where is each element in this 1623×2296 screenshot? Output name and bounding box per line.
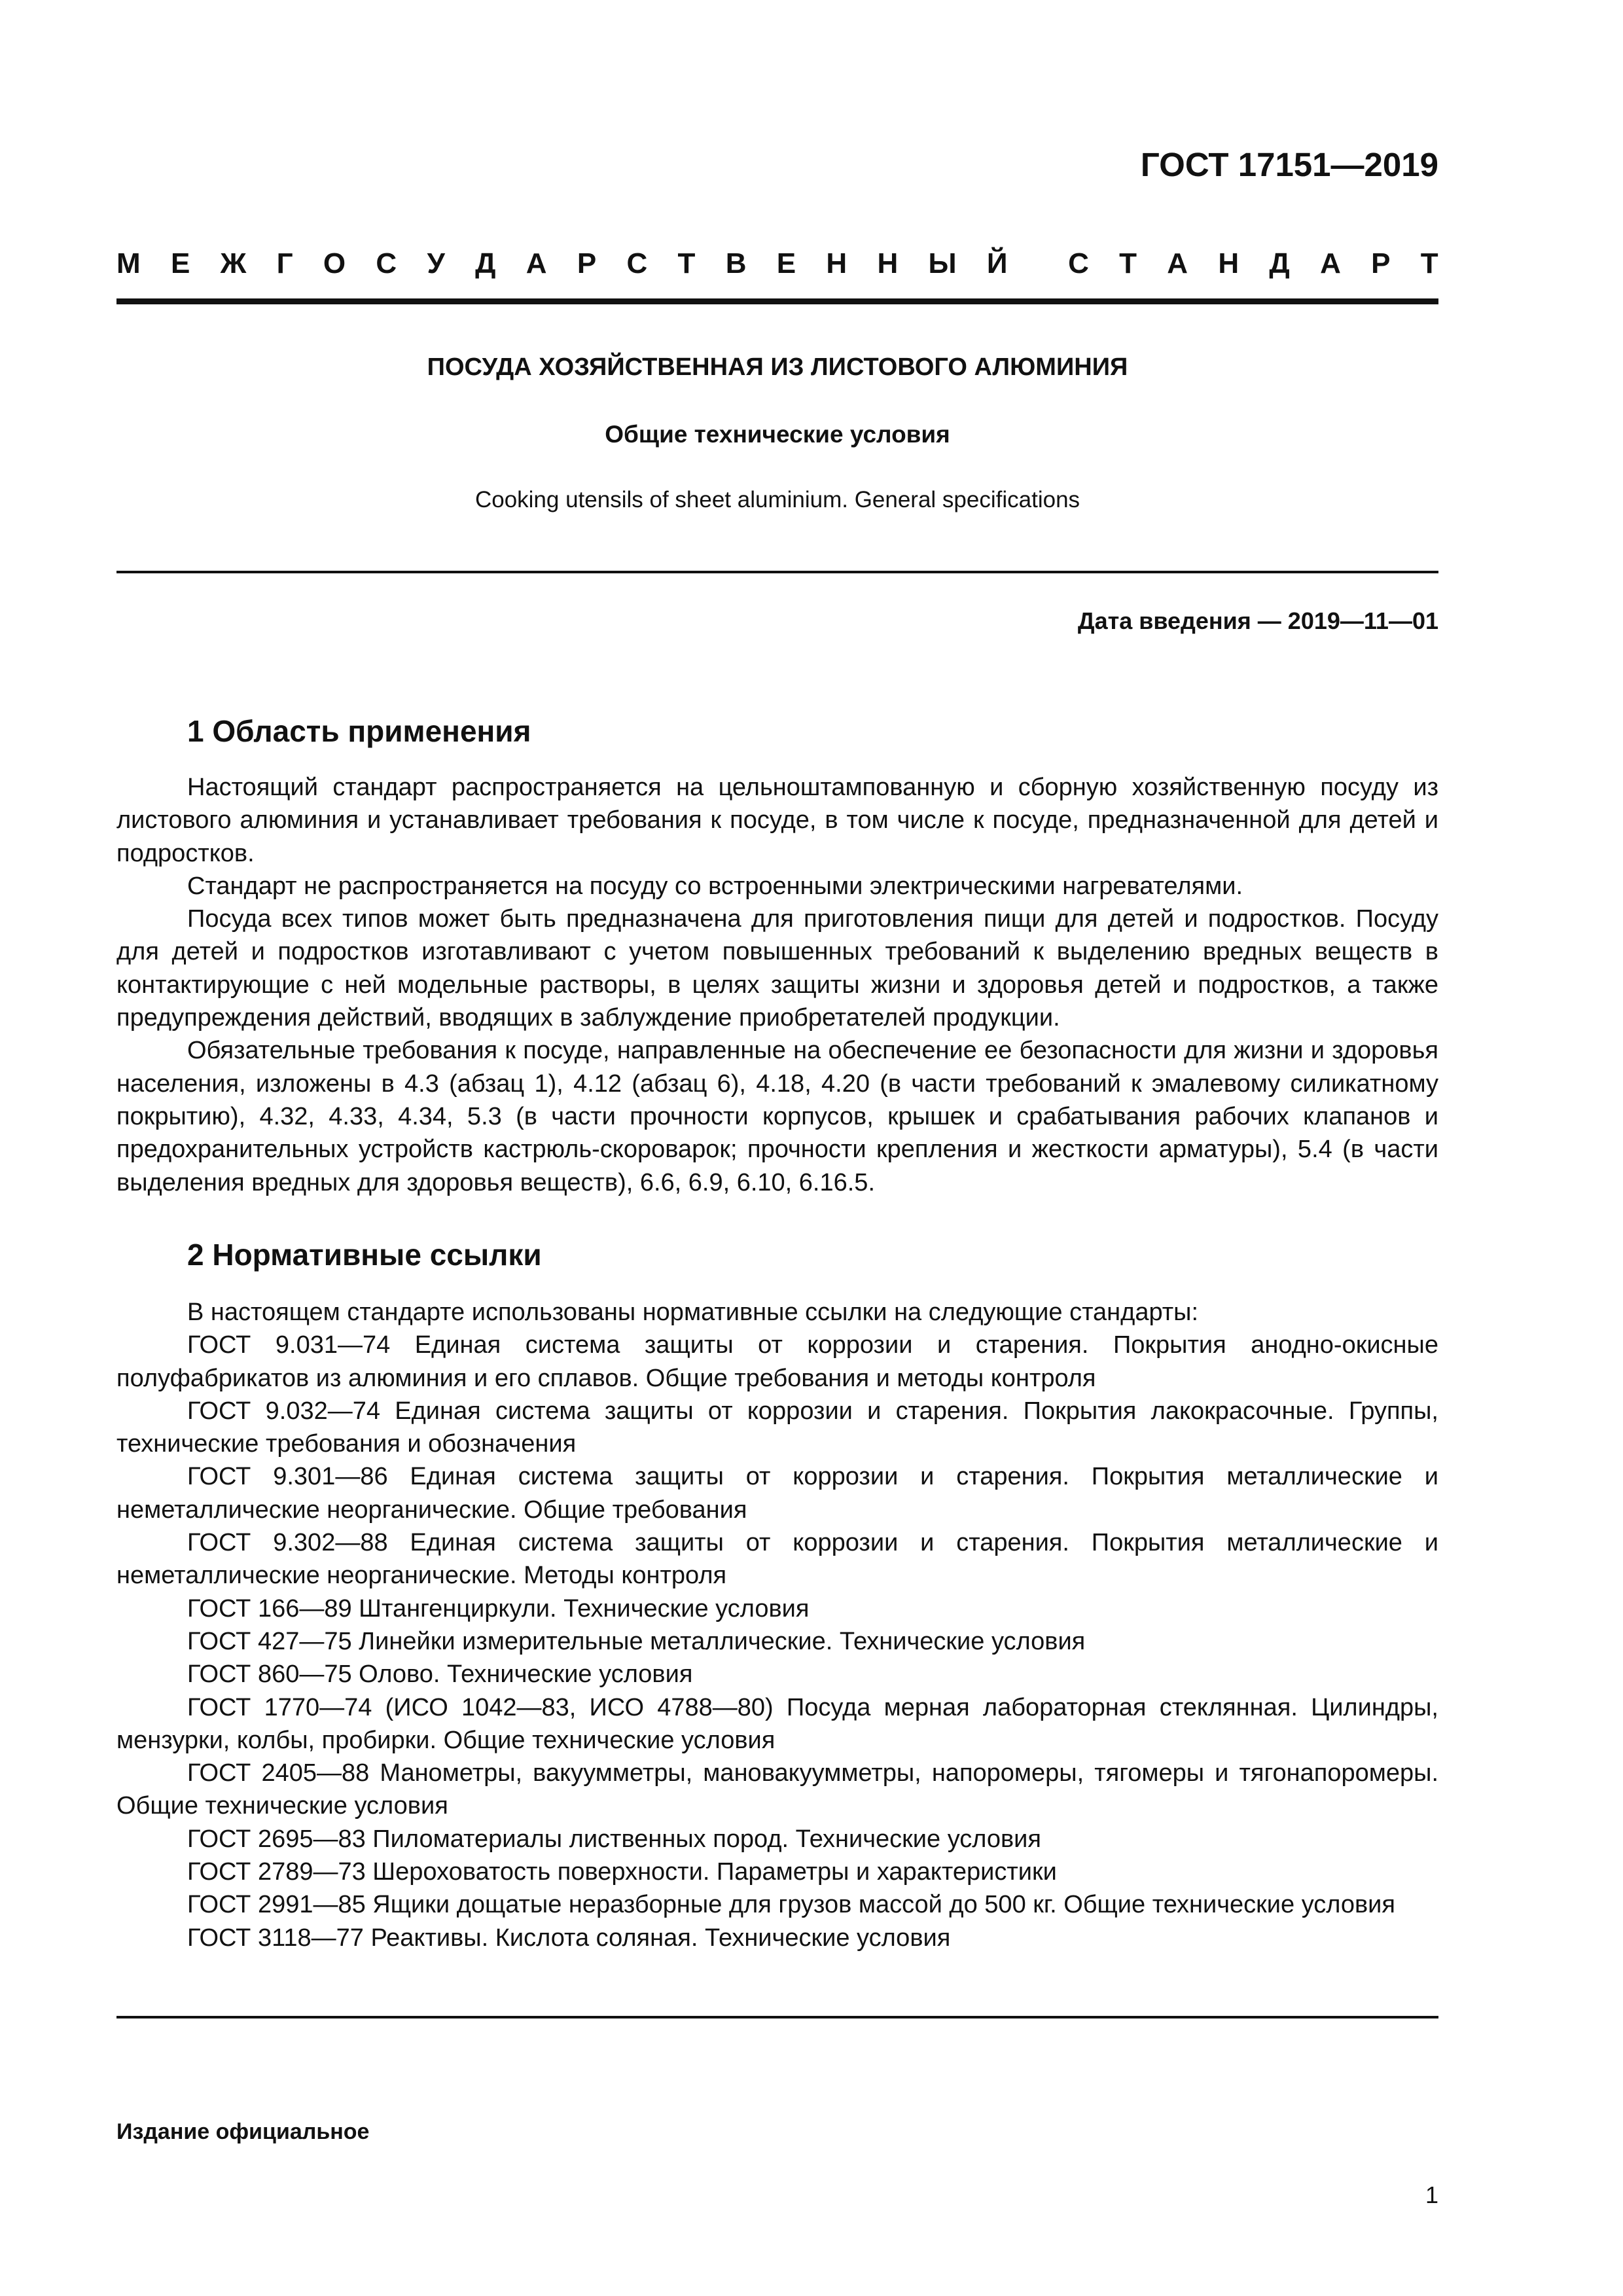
band-letter: М [116, 247, 141, 279]
band-letter: С [1068, 247, 1089, 279]
reference-item: ГОСТ 2695—83 Пиломатериалы лиственных пород. Технические условия [187, 1825, 1041, 1853]
band-letter: У [427, 247, 445, 279]
band-letter: Ы [928, 247, 957, 279]
paragraph: Стандарт не распространяется на посуду со встроенными электрическими нагревателями. [187, 872, 1243, 900]
band-letter: Н [826, 247, 847, 279]
footer-rule [116, 2016, 1438, 2018]
reference-item: ГОСТ 9.302—88 Единая система защиты от коррозии и старения. Покрытия металлические и неметаллические неорганические. Методы контроля [116, 1529, 1438, 1590]
band-letter: Ж [220, 247, 247, 279]
paragraph: Обязательные требования к посуде, направленные на обеспечение ее безопасности для жизни и здоровья населения, изложены в 4.3 (абзац 1), 4.12 (абзац 6), 4.18, 4.20 (в части требований к эмалевому силикатному покрытию), 4.32, 4.33, 4.34, 5.3 (в части прочности корпусов, крышек и срабатывания рабочих клапанов и предохранительных устройств кастрюль-скороварок; прочности крепления и жесткости арматуры), 5.4 (в части выделения вредных для здоровья веществ), 6.6, 6.9, 6.10, 6.16.5. [116, 1037, 1438, 1196]
document-title: ПОСУДА ХОЗЯЙСТВЕННАЯ ИЗ ЛИСТОВОГО АЛЮМИНИЯ [427, 353, 1128, 381]
reference-item: ГОСТ 2405—88 Манометры, вакуумметры, мановакуумметры, напоромеры, тягомеры и тягонапоромеры. Общие технические условия [116, 1759, 1438, 1820]
paragraph: Настоящий стандарт распространяется на цельноштампованную и сборную хозяйственную посуду из листового алюминия и устанавливает требования к посуде, в том числе к посуде, предназначенной для детей и подростков. [116, 774, 1438, 867]
band-letter: Й [986, 247, 1008, 279]
band-letter: Н [877, 247, 899, 279]
band-letter: Е [776, 247, 796, 279]
band-letter: А [1320, 247, 1341, 279]
reference-item: ГОСТ 427—75 Линейки измерительные металлические. Технические условия [187, 1627, 1086, 1655]
document-subtitle: Общие технические условия [605, 421, 950, 448]
reference-item: ГОСТ 860—75 Олово. Технические условия [187, 1660, 693, 1689]
section-heading-scope: 1 Область применения [187, 714, 531, 748]
reference-item: ГОСТ 9.031—74 Единая система защиты от коррозии и старения. Покрытия анодно-окисные полуфабрикатов из алюминия и его сплавов. Общие требования и методы контроля [116, 1331, 1438, 1392]
band-letter: А [526, 247, 547, 279]
band-letter: А [1167, 247, 1188, 279]
document-english-title: Cooking utensils of sheet aluminium. General specifications [474, 487, 1080, 512]
reference-item: ГОСТ 2991—85 Ящики дощатые неразборные для грузов массой до 500 кг. Общие технические условия [187, 1891, 1395, 1919]
section-scope-body [116, 771, 1438, 1199]
effective-date: Дата введения — 2019—11—01 [1077, 607, 1438, 634]
title-rule [116, 571, 1438, 573]
page-number: 1 [1425, 2181, 1438, 2208]
band-letter: Д [1269, 247, 1290, 279]
band-letter: Р [1371, 247, 1391, 279]
band-letter: Т [677, 247, 696, 279]
band-letter: Е [170, 247, 190, 279]
section-heading-references: 2 Нормативные ссылки [187, 1238, 542, 1272]
gost-number: ГОСТ 17151—2019 [1140, 146, 1438, 183]
band-letter: О [323, 247, 346, 279]
references-intro: В настоящем стандарте использованы нормативные ссылки на следующие стандарты: [187, 1299, 1199, 1326]
reference-item: ГОСТ 166—89 Штангенциркули. Технические условия [187, 1594, 810, 1623]
band-letter: Н [1218, 247, 1240, 279]
reference-item: ГОСТ 1770—74 (ИСО 1042—83, ИСО 4788—80) Посуда мерная лабораторная стеклянная. Цилиндры, мензурки, колбы, пробирки. Общие технические условия [116, 1693, 1438, 1754]
header-rule [116, 298, 1438, 304]
reference-item: ГОСТ 2789—73 Шероховатость поверхности. Параметры и характеристики [187, 1858, 1057, 1886]
reference-item: ГОСТ 3118—77 Реактивы. Кислота соляная. Технические условия [187, 1924, 951, 1952]
reference-item: ГОСТ 9.301—86 Единая система защиты от коррозии и старения. Покрытия металлические и неметаллические неорганические. Общие требования [116, 1463, 1438, 1524]
band-letter: С [376, 247, 397, 279]
reference-item: ГОСТ 9.032—74 Единая система защиты от коррозии и старения. Покрытия лакокрасочные. Группы, технические требования и обозначения [116, 1397, 1438, 1458]
band-letter: Т [1420, 247, 1438, 279]
band-letter: С [626, 247, 648, 279]
edition-label: Издание официальное [116, 2119, 370, 2144]
band-letter: Т [1119, 247, 1137, 279]
band-letter: Д [475, 247, 496, 279]
band-letter: В [725, 247, 747, 279]
references-list [116, 1296, 1438, 1954]
standard-type-band [116, 247, 1438, 280]
band-letter: Г [276, 247, 293, 279]
band-letter: Р [577, 247, 597, 279]
paragraph: Посуда всех типов может быть предназначена для приготовления пищи для детей и подростков. Посуду для детей и подростков изготавливают с учетом повышенных требований к выделению вредных веществ в контактирующие с ней модельные растворы, в целях защиты жизни и здоровья детей и подростков, а также предупреждения действий, вводящих в заблуждение приобретателей продукции. [116, 905, 1438, 1032]
